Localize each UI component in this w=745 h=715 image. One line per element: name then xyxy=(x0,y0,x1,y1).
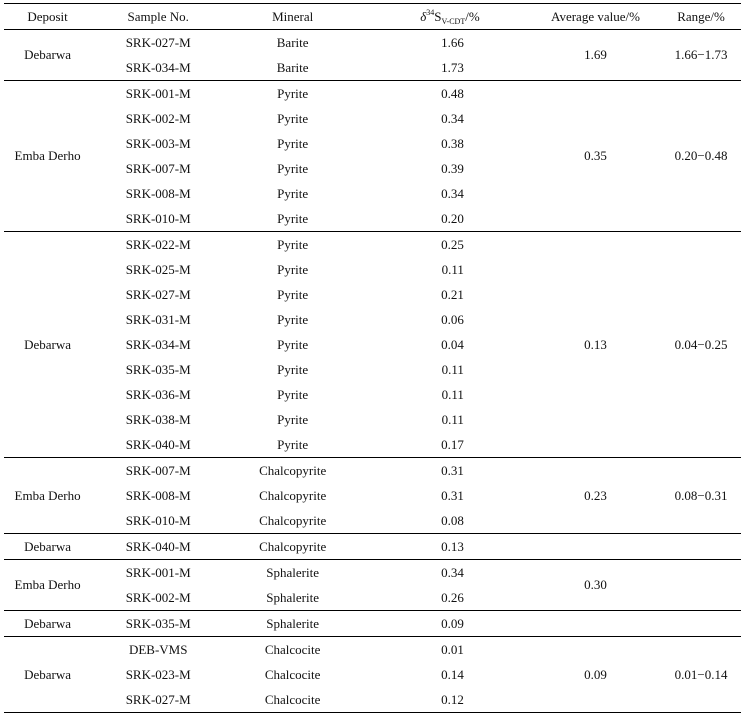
mineral-cell: Chalcopyrite xyxy=(225,534,360,560)
header-delta-symbol: δ xyxy=(420,8,427,24)
delta34s-cell: 0.11 xyxy=(441,411,464,427)
deposit-cell: Emba Derho xyxy=(4,458,91,534)
range-cell: 0.08−0.31 xyxy=(661,458,741,534)
mineral-cell: Pyrite xyxy=(277,261,309,277)
delta34s-cell: 0.09 xyxy=(360,611,500,637)
table-row xyxy=(4,534,741,560)
table-row xyxy=(4,232,741,258)
delta34s-cell: 0.21 xyxy=(441,286,464,302)
sample-cell: SRK-040-M xyxy=(91,534,225,560)
sample-cell: SRK-008-M xyxy=(125,185,191,201)
deposit-cell: Emba Derho xyxy=(4,560,91,611)
sample-cell: SRK-035-M xyxy=(125,361,191,377)
sample-cell: SRK-007-M xyxy=(125,160,191,176)
delta34s-cell: 0.06 xyxy=(441,311,464,327)
sample-cell: SRK-023-M xyxy=(125,666,191,682)
sample-cell: SRK-025-M xyxy=(125,261,191,277)
sample-cell: SRK-027-M xyxy=(125,34,191,50)
sample-cell: SRK-027-M xyxy=(91,687,225,713)
mineral-cell: Pyrite xyxy=(277,286,309,302)
table-body xyxy=(4,30,741,713)
average-cell xyxy=(500,611,661,637)
sample-cell: SRK-010-M xyxy=(91,206,225,232)
sample-cell: SRK-002-M xyxy=(91,585,225,611)
average-cell: 0.30 xyxy=(500,560,661,611)
range-cell: 0.04−0.25 xyxy=(661,232,741,458)
table-row xyxy=(4,611,741,637)
average-cell: 0.09 xyxy=(500,637,661,713)
delta34s-cell: 0.31 xyxy=(441,487,464,503)
sample-cell: SRK-001-M xyxy=(125,564,191,580)
range-cell xyxy=(661,560,741,611)
sample-cell: SRK-008-M xyxy=(125,487,191,503)
deposit-cell: Debarwa xyxy=(4,534,91,560)
sample-cell: SRK-010-M xyxy=(91,508,225,534)
header-delta-sup: 34 xyxy=(426,7,435,17)
sample-cell: SRK-027-M xyxy=(125,286,191,302)
range-cell: 0.20−0.48 xyxy=(661,81,741,232)
delta34s-cell: 1.66 xyxy=(441,34,464,50)
sulfur-isotope-table xyxy=(4,3,741,713)
sample-cell: SRK-002-M xyxy=(125,110,191,126)
delta34s-cell: 0.34 xyxy=(441,185,464,201)
delta34s-cell: 0.38 xyxy=(441,135,464,151)
deposit-cell: Debarwa xyxy=(4,30,91,81)
mineral-cell: Sphalerite xyxy=(225,611,360,637)
sample-cell: DEB-VMS xyxy=(128,641,188,657)
delta34s-cell: 0.11 xyxy=(441,261,464,277)
table-row xyxy=(4,560,741,586)
header-sample: Sample No. xyxy=(91,4,225,30)
header-row xyxy=(4,4,741,30)
header-range: Range/% xyxy=(661,4,741,30)
mineral-cell: Pyrite xyxy=(277,336,309,352)
mineral-cell: Chalcopyrite xyxy=(259,462,327,478)
mineral-cell: Pyrite xyxy=(277,236,309,252)
sample-cell: SRK-001-M xyxy=(125,85,191,101)
sample-cell: SRK-038-M xyxy=(125,411,191,427)
sample-cell: SRK-022-M xyxy=(125,236,191,252)
average-cell: 0.23 xyxy=(500,458,661,534)
range-cell xyxy=(661,611,741,637)
delta34s-cell: 0.26 xyxy=(360,585,500,611)
delta34s-cell: 1.73 xyxy=(360,55,500,81)
delta34s-cell: 0.20 xyxy=(360,206,500,232)
mineral-cell: Pyrite xyxy=(277,185,309,201)
header-delta-sub: V-CDT xyxy=(441,16,466,26)
delta34s-cell: 0.34 xyxy=(441,110,464,126)
average-cell xyxy=(500,534,661,560)
delta34s-cell: 0.39 xyxy=(441,160,464,176)
delta34s-cell: 0.12 xyxy=(360,687,500,713)
header-average: Average value/% xyxy=(500,4,661,30)
mineral-cell: Sphalerite xyxy=(225,585,360,611)
average-cell: 0.13 xyxy=(500,232,661,458)
mineral-cell: Chalcocite xyxy=(225,687,360,713)
range-cell: 1.66−1.73 xyxy=(661,30,741,81)
delta34s-cell: 0.31 xyxy=(441,462,464,478)
header-delta-s: S xyxy=(434,8,442,24)
mineral-cell: Barite xyxy=(276,34,309,50)
mineral-cell: Pyrite xyxy=(225,206,360,232)
mineral-cell: Chalcocite xyxy=(264,641,321,657)
sample-cell: SRK-034-M xyxy=(91,55,225,81)
average-cell: 0.35 xyxy=(500,81,661,232)
deposit-cell: Debarwa xyxy=(4,637,91,713)
mineral-cell: Pyrite xyxy=(277,135,309,151)
mineral-cell: Chalcopyrite xyxy=(225,508,360,534)
table-row xyxy=(4,637,741,663)
delta34s-cell: 0.04 xyxy=(441,336,464,352)
delta34s-cell: 0.34 xyxy=(441,564,464,580)
range-cell: 0.01−0.14 xyxy=(661,637,741,713)
header-mineral: Mineral xyxy=(225,4,360,30)
mineral-cell: Pyrite xyxy=(277,160,309,176)
delta34s-cell: 0.08 xyxy=(360,508,500,534)
mineral-cell: Pyrite xyxy=(277,361,309,377)
sample-cell: SRK-034-M xyxy=(125,336,191,352)
mineral-cell: Pyrite xyxy=(277,311,309,327)
deposit-cell: Debarwa xyxy=(4,232,91,458)
delta34s-cell: 0.13 xyxy=(360,534,500,560)
sample-cell: SRK-031-M xyxy=(125,311,191,327)
mineral-cell: Pyrite xyxy=(277,411,309,427)
table-row xyxy=(4,458,741,484)
sample-cell: SRK-040-M xyxy=(91,432,225,458)
deposit-cell: Debarwa xyxy=(4,611,91,637)
mineral-cell: Pyrite xyxy=(277,110,309,126)
delta34s-cell: 0.17 xyxy=(360,432,500,458)
sample-cell: SRK-007-M xyxy=(125,462,191,478)
delta34s-cell: 0.11 xyxy=(441,361,464,377)
delta34s-cell: 0.01 xyxy=(441,641,464,657)
sample-cell: SRK-003-M xyxy=(125,135,191,151)
average-cell: 1.69 xyxy=(500,30,661,81)
header-deposit: Deposit xyxy=(4,4,91,30)
table-row xyxy=(4,30,741,56)
header-delta34s xyxy=(360,4,500,30)
sample-cell: SRK-035-M xyxy=(91,611,225,637)
delta34s-cell: 0.25 xyxy=(441,236,464,252)
mineral-cell: Barite xyxy=(225,55,360,81)
mineral-cell: Pyrite xyxy=(277,386,309,402)
deposit-cell: Emba Derho xyxy=(4,81,91,232)
delta34s-cell: 0.48 xyxy=(441,85,464,101)
table-header xyxy=(4,4,741,30)
mineral-cell: Pyrite xyxy=(277,85,309,101)
delta34s-cell: 0.14 xyxy=(441,666,464,682)
range-cell xyxy=(661,534,741,560)
mineral-cell: Chalcopyrite xyxy=(259,487,327,503)
table-row xyxy=(4,81,741,107)
sample-cell: SRK-036-M xyxy=(125,386,191,402)
delta34s-cell: 0.11 xyxy=(441,386,464,402)
header-delta-unit: /% xyxy=(465,8,480,24)
mineral-cell: Pyrite xyxy=(225,432,360,458)
mineral-cell: Sphalerite xyxy=(266,564,319,580)
mineral-cell: Chalcocite xyxy=(264,666,321,682)
